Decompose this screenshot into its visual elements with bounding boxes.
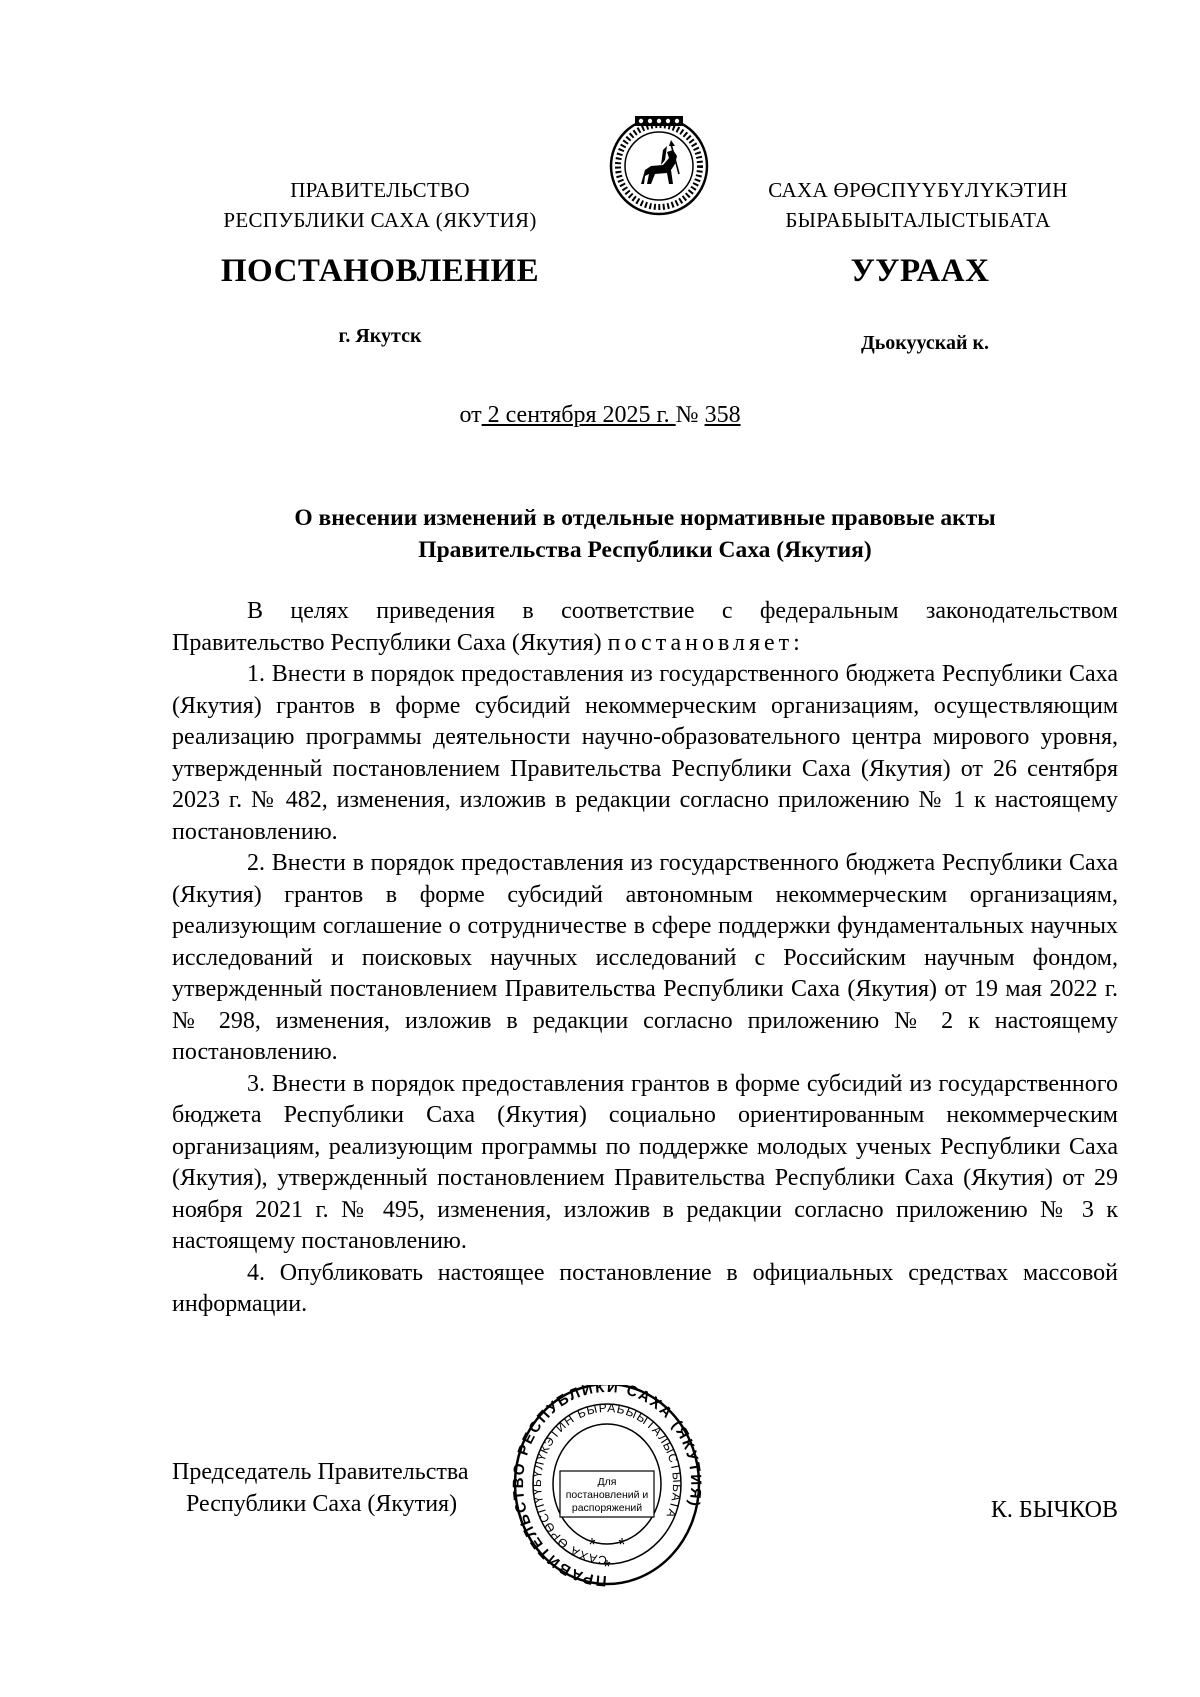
header-left-line2: РЕСПУБЛИКИ САХА (ЯКУТИЯ) bbox=[223, 208, 537, 232]
coat-of-arms-icon bbox=[605, 110, 713, 218]
header-right-line2: БЫРАБЫЫТАЛЫСТЫБАТА bbox=[785, 208, 1051, 232]
svg-text:*: * bbox=[618, 1535, 626, 1555]
preamble-text: В целях приведения в соответствие с федеральным законодательством Правительство Республики Саха (Якутия) bbox=[172, 598, 1118, 656]
signature-position-line2: Республики Саха (Якутия) bbox=[186, 1490, 458, 1517]
header-left-line1: ПРАВИТЕЛЬСТВО bbox=[290, 178, 470, 202]
signer-name: К. БЫЧКОВ bbox=[990, 1497, 1118, 1523]
doc-type-sakha: УУРААХ bbox=[850, 253, 990, 289]
document-body bbox=[172, 596, 1118, 1321]
document-number: 358 bbox=[704, 402, 741, 428]
svg-text:*: * bbox=[588, 1535, 596, 1555]
doc-type-ru: ПОСТАНОВЛЕНИЕ bbox=[220, 253, 540, 289]
official-stamp-icon bbox=[512, 1385, 702, 1591]
date-prefix: от bbox=[459, 402, 482, 428]
decree-word: постановляет: bbox=[607, 629, 804, 656]
title-line1: О внесении изменений в отдельные нормативные правовые акты bbox=[294, 505, 996, 531]
stamp-center-line2: постановлений и bbox=[565, 1489, 649, 1501]
preamble-paragraph bbox=[172, 596, 1118, 659]
title-line2: Правительства Республики Саха (Якутия) bbox=[418, 537, 872, 563]
document-title bbox=[172, 502, 1118, 566]
signature-position-line1: Председатель Правительства bbox=[172, 1459, 469, 1485]
header-left bbox=[180, 175, 580, 235]
stamp-outer-text: ПРАВИТЕЛЬС О РЕСПУБЛИКИ САХА (ЯКУТ ) bbox=[512, 1385, 702, 1590]
header-right-line1: САХА ӨРӨСПҮҮБҮЛҮКЭТИН bbox=[768, 178, 1068, 202]
stamp-inner-text: САХА ӨРӨСПҮҮБҮЛҮКЭТИН БЫРАБЫЫТАЛЫСТЫБАТА bbox=[529, 1400, 685, 1568]
document-dateline bbox=[300, 402, 900, 429]
city-ru: г. Якутск bbox=[338, 325, 422, 347]
number-sign: № bbox=[675, 402, 705, 428]
stamp-center-line3: распоряжений bbox=[571, 1502, 643, 1514]
item-2: 2. Внести в порядок предоставления из государственного бюджета Республики Саха (Якутия) грантов в форме субсидий автономным некоммерческим организациям, реализующим соглашение о сотрудничестве в сфере поддержки фундаментальных научных исследований и поисковых научных исследований с Российским научным фондом, утвержденный постановлением Правительства Республики Саха (Якутия) от 19 мая 2022 г. № 298, изменения, изложив в редакции согласно приложению № 2 к настоящему постановлению. bbox=[172, 850, 1118, 1065]
document-date: 2 сентября 2025 г. bbox=[481, 402, 676, 428]
item-4: 4. Опубликовать настоящее постановление в официальных средствах массовой информации. bbox=[172, 1259, 1118, 1317]
svg-text:*: * bbox=[603, 1557, 611, 1577]
stamp-center-line1: Для bbox=[597, 1476, 617, 1488]
item-3: 3. Внести в порядок предоставления грантов в форме субсидий из государственного бюджета Республики Саха (Якутия) социально ориентированным некоммерческим организациям, реализующим программы по поддержке молодых ученых Республики Саха (Якутия), утвержденный постановлением Правительства Республики Саха (Якутия) от 29 ноября 2021 г. № 495, изменения, изложив в редакции согласно приложению № 3 к настоящему постановлению. bbox=[172, 1070, 1118, 1254]
item-1: 1. Внести в порядок предоставления из государственного бюджета Республики Саха (Якутия) грантов в форме субсидий некоммерческим организациям, осуществляющим реализацию программы деятельности научно-образовательного центра мирового уровня, утвержденный постановлением Правительства Республики Саха (Якутия) от 26 сентября 2023 г. № 482, изменения, изложив в редакции согласно приложению № 1 к настоящему постановлению. bbox=[172, 661, 1118, 845]
header-right bbox=[718, 175, 1118, 235]
city-sakha: Дьокуускай к. bbox=[860, 332, 990, 354]
